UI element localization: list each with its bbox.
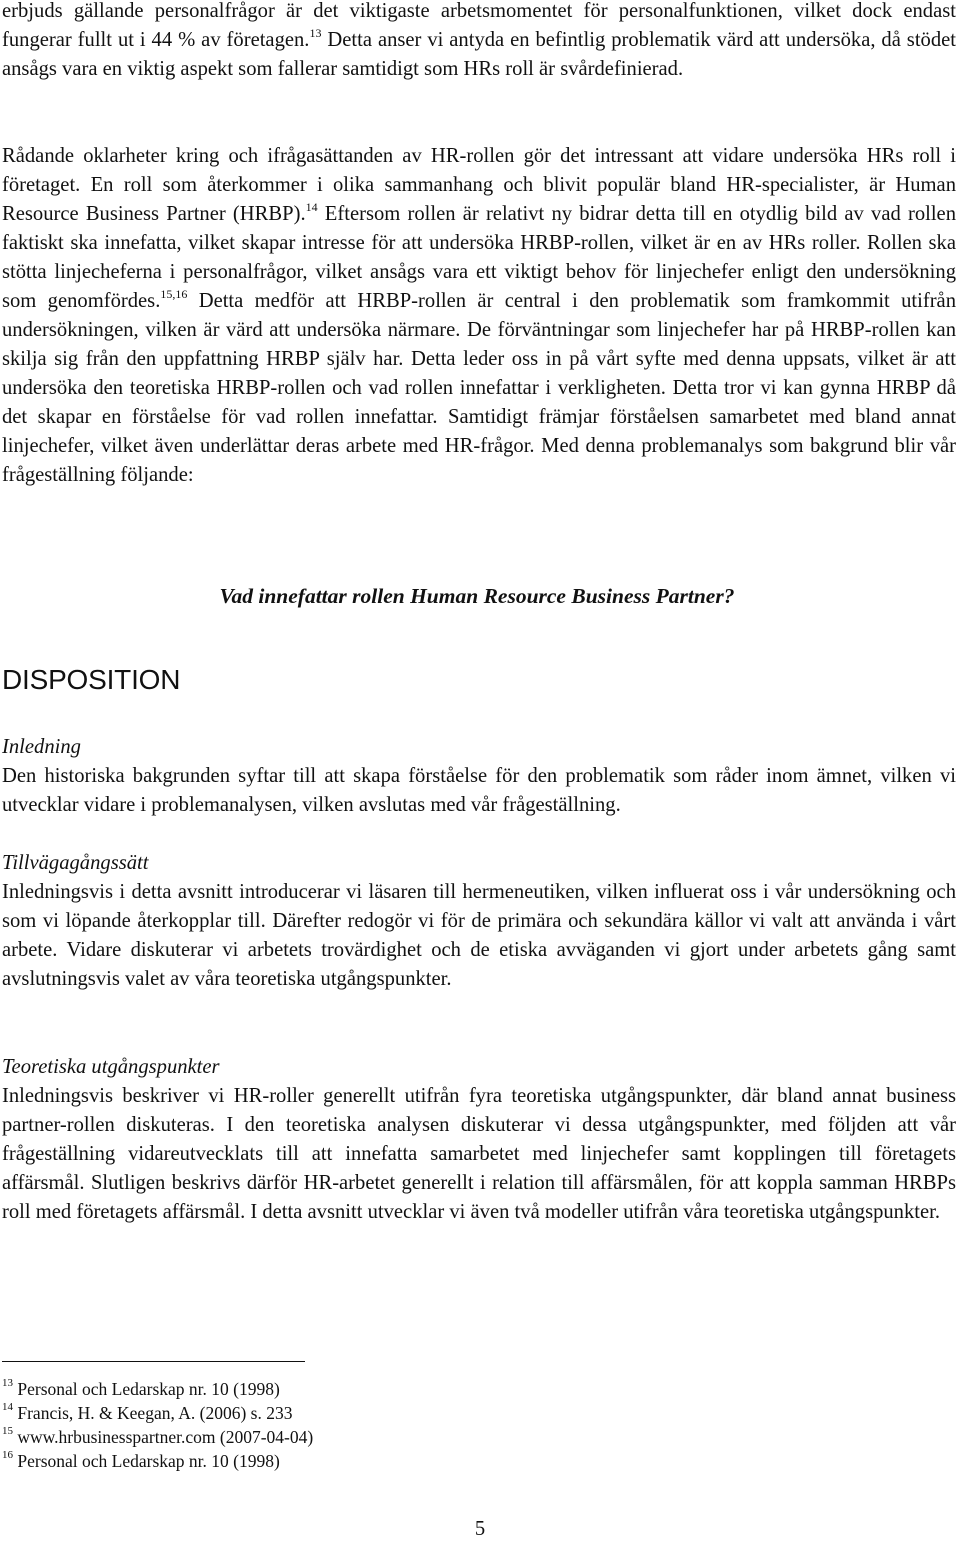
paragraph-problem-part-b: Eftersom rollen är relativt ny bidrar detta till en otydlig bild av vad rollen faktiskt ska innefatta, vilket skapar intresse för att undersöka HRBP-rollen, vilket är en av HRs roller. Rollen ska stötta linjecheferna i personalfrågor, vilket ansågs vara ett viktigt behov för linjechefer enligt den undersökning som genomfördes.	[2, 203, 956, 312]
footnote-text: Personal och Ledarskap nr. 10 (1998)	[17, 1451, 280, 1471]
footnote-14	[2, 1401, 292, 1425]
footnote-number: 14	[2, 1401, 13, 1414]
paragraph-intro-part-b: Detta anser vi antyda en befintlig problematik värd att undersöka, då stödet ansågs vara en viktig aspekt som fallerar samtidigt som HRs roll är svårdefinierad.	[2, 29, 956, 80]
section-text-tillvagagangssatt: Inledningsvis i detta avsnitt introducerar vi läsaren till hermeneutiken, vilken influerat oss i vår undersökning och som vi löpande återkopplar till. Därefter redogör vi för de primära och sekundära källor vi valt att använda i vårt arbete. Vidare diskuterar vi arbetets trovärdighet och de etiska avväganden vi gjort under arbetets gång samt avslutningsvis valet av våra teoretiska utgångspunkter.	[2, 881, 956, 990]
footnote-ref-13: 13	[309, 26, 322, 41]
footnote-ref-14: 14	[305, 200, 318, 215]
footnote-number: 16	[2, 1449, 13, 1462]
section-text-teoretiska-utgangspunkter: Inledningsvis beskriver vi HR-roller generellt utifrån fyra teoretiska utgångspunkter, där bland annat business partner-rollen diskuteras. I den teoretiska analysen diskuterar vi dessa utgångspunkter, med följden att vår frågeställning vidareutvecklats till att innefatta samarbetet med linjechefer samt kopplingen till företagets affärsmål. Slutligen beskrivs därför HR-arbetet generellt i relation till affärsmålen, för att koppla samman HRBPs roll med företagets affärsmål. I detta avsnitt utvecklar vi även två modeller utifrån våra teoretiska utgångspunkter.	[2, 1085, 956, 1223]
footnote-separator	[2, 1361, 305, 1362]
footnote-16	[2, 1449, 280, 1473]
footnote-text: www.hrbusinesspartner.com (2007-04-04)	[17, 1427, 314, 1447]
footnote-ref-15-16: 15,16	[160, 287, 188, 302]
page-number: 5	[474, 1518, 486, 1540]
disposition-heading: DISPOSITION	[2, 664, 181, 695]
section-title-inledning: Inledning	[2, 736, 81, 758]
paragraph-intro-part-a: erbjuds gällande personalfrågor är det viktigaste arbetsmomentet för personalfunktionen, vilket dock endast fungerar fullt ut i 44 % av företagen.	[2, 0, 956, 51]
footnote-number: 13	[2, 1377, 13, 1390]
paragraph-problem-part-a: Rådande oklarheter kring och ifrågasättanden av HR-rollen gör det intressant att vidare undersöka HRs roll i företaget. En roll som återkommer i olika sammanhang och blivit populär bland HR-specialister, är Human Resource Business Partner (HRBP).	[2, 145, 956, 225]
section-title-tillvagagangssatt: Tillvägagångssätt	[2, 852, 149, 874]
section-title-teoretiska-utgangspunkter: Teoretiska utgångspunkter	[2, 1056, 220, 1078]
footnote-15	[2, 1425, 313, 1449]
paragraph-intro	[2, 0, 956, 84]
footnote-text: Francis, H. & Keegan, A. (2006) s. 233	[17, 1403, 293, 1423]
paragraph-problem-part-c: Detta medför att HRBP-rollen är central i den problematik som framkommit utifrån undersökningen, vilken är värd att undersöka närmare. De förväntningar som linjechefer har på HRBP-rollen kan skilja sig från den uppfattning HRBP själv har. Detta leder oss in på vårt syfte med denna uppsats, vilket är att undersöka den teoretiska HRBP-rollen och vad rollen innefattar i verkligheten. Detta tror vi kan gynna HRBP då det skapar en förståelse för vad rollen innefattar. Samtidigt främjar förståelsen samarbetet med bland annat linjechefer, vilket även underlättar deras arbete med HR-frågor. Med denna problemanalys som bakgrund blir vår frågeställning följande:	[2, 290, 956, 486]
footnote-number: 15	[2, 1425, 13, 1438]
footnote-text: Personal och Ledarskap nr. 10 (1998)	[17, 1379, 280, 1399]
research-question: Vad innefattar rollen Human Resource Business Partner?	[219, 584, 735, 608]
section-text-inledning: Den historiska bakgrunden syftar till att skapa förståelse för den problematik som råder inom ämnet, vilken vi utvecklar vidare i problemanalysen, vilken avslutas med vår frågeställning.	[2, 765, 956, 816]
paragraph-problem-analysis	[2, 142, 956, 490]
footnote-13	[2, 1377, 280, 1401]
